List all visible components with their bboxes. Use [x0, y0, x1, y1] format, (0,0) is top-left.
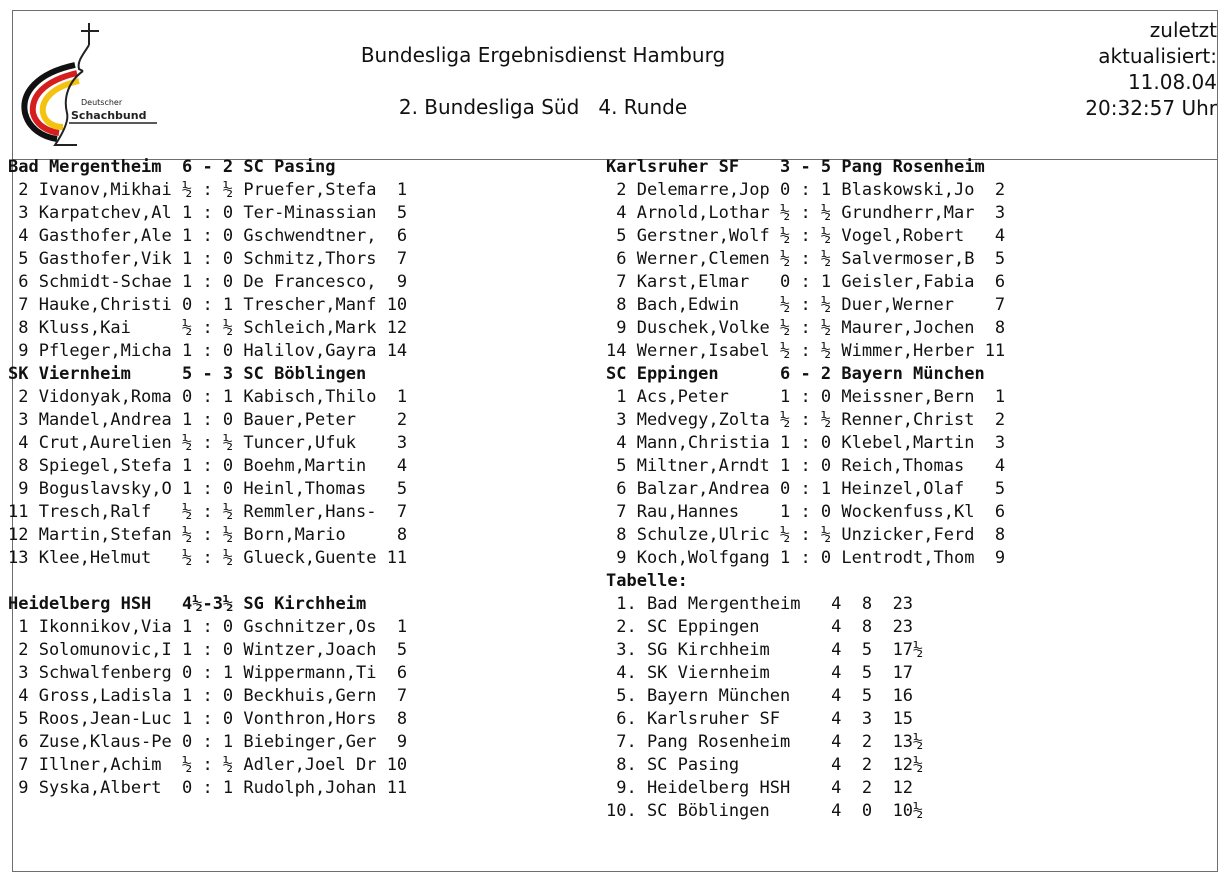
table-row: 7. Pang Rosenheim 4 2 13½ [606, 732, 924, 752]
game-row: 9 Koch,Wolfgang 1 : 0 Lentrodt,Thom 9 [606, 548, 1006, 568]
table-row: 2. SC Eppingen 4 8 23 [606, 617, 914, 637]
table-row: 1. Bad Mergentheim 4 8 23 [606, 594, 914, 614]
game-row: 9 Boguslavsky,O 1 : 0 Heinl,Thomas 5 [8, 479, 408, 499]
page-header [13, 11, 1217, 160]
game-row: 7 Hauke,Christi 0 : 1 Trescher,Manf 10 [8, 295, 408, 315]
league-name: 2. Bundesliga Süd [398, 95, 580, 119]
svg-text:Schachbund: Schachbund [71, 109, 147, 122]
game-row: 5 Miltner,Arndt 1 : 0 Reich,Thomas 4 [606, 456, 1006, 476]
match-heading: SK Viernheim 5 - 3 SC Böblingen [8, 364, 367, 384]
match-heading: Karlsruher SF 3 - 5 Pang Rosenheim [606, 157, 985, 177]
table-row: 5. Bayern München 4 5 16 [606, 686, 914, 706]
game-row: 1 Acs,Peter 1 : 0 Meissner,Bern 1 [606, 387, 1006, 407]
game-row: 8 Bach,Edwin ½ : ½ Duer,Werner 7 [606, 295, 1006, 315]
update-label: zuletzt [1149, 18, 1217, 42]
update-date: 11.08.04 [1127, 70, 1217, 94]
svg-text:Deutscher: Deutscher [81, 98, 123, 107]
game-row: 2 Delemarre,Jop 0 : 1 Blaskowski,Jo 2 [606, 180, 1006, 200]
game-row: 6 Werner,Clemen ½ : ½ Salvermoser,B 5 [606, 249, 1006, 269]
game-row: 4 Arnold,Lothar ½ : ½ Grundherr,Mar 3 [606, 203, 1006, 223]
game-row: 2 Vidonyak,Roma 0 : 1 Kabisch,Thilo 1 [8, 387, 408, 407]
game-row: 11 Tresch,Ralf ½ : ½ Remmler,Hans- 7 [8, 502, 408, 522]
game-row: 6 Balzar,Andrea 0 : 1 Heinzel,Olaf 5 [606, 479, 1006, 499]
table-row: 4. SK Viernheim 4 5 17 [606, 663, 914, 683]
league-round [313, 95, 773, 119]
table-row: 9. Heidelberg HSH 4 2 12 [606, 778, 914, 798]
dsb-logo [17, 21, 167, 153]
game-row: 5 Gerstner,Wolf ½ : ½ Vogel,Robert 4 [606, 226, 1006, 246]
table-row: 6. Karlsruher SF 4 3 15 [606, 709, 914, 729]
game-row: 7 Rau,Hannes 1 : 0 Wockenfuss,Kl 6 [606, 502, 1006, 522]
game-row: 6 Zuse,Klaus-Pe 0 : 1 Biebinger,Ger 9 [8, 732, 408, 752]
game-row: 9 Pfleger,Micha 1 : 0 Halilov,Gayra 14 [8, 341, 408, 361]
game-row: 7 Karst,Elmar 0 : 1 Geisler,Fabia 6 [606, 272, 1006, 292]
round-label: 4. Runde [598, 95, 688, 119]
game-row: 9 Duschek,Volke ½ : ½ Maurer,Jochen 8 [606, 318, 1006, 338]
results-column-right [606, 156, 1005, 823]
game-row: 8 Schulze,Ulric ½ : ½ Unzicker,Ferd 8 [606, 525, 1006, 545]
last-update [1085, 17, 1217, 121]
update-time: 20:32:57 Uhr [1085, 96, 1217, 120]
match-heading: Bad Mergentheim 6 - 2 SC Pasing [8, 157, 336, 177]
game-row: 4 Gasthofer,Ale 1 : 0 Gschwendtner, 6 [8, 226, 408, 246]
game-row: 12 Martin,Stefan ½ : ½ Born,Mario 8 [8, 525, 408, 545]
table-row: 3. SG Kirchheim 4 5 17½ [606, 640, 924, 660]
match-heading: SC Eppingen 6 - 2 Bayern München [606, 364, 985, 384]
update-label-2: aktualisiert: [1098, 44, 1217, 68]
game-row: 3 Mandel,Andrea 1 : 0 Bauer,Peter 2 [8, 410, 408, 430]
game-row: 4 Crut,Aurelien ½ : ½ Tuncer,Ufuk 3 [8, 433, 408, 453]
game-row: 9 Syska,Albert 0 : 1 Rudolph,Johan 11 [8, 778, 408, 798]
table-row: 10. SC Böblingen 4 0 10½ [606, 801, 924, 821]
game-row: 5 Gasthofer,Vik 1 : 0 Schmitz,Thors 7 [8, 249, 408, 269]
game-row: 8 Kluss,Kai ½ : ½ Schleich,Mark 12 [8, 318, 408, 338]
game-row: 4 Mann,Christia 1 : 0 Klebel,Martin 3 [606, 433, 1006, 453]
game-row: 7 Illner,Achim ½ : ½ Adler,Joel Dr 10 [8, 755, 408, 775]
game-row: 1 Ikonnikov,Via 1 : 0 Gschnitzer,Os 1 [8, 617, 408, 637]
game-row: 14 Werner,Isabel ½ : ½ Wimmer,Herber 11 [606, 341, 1006, 361]
table-row: 8. SC Pasing 4 2 12½ [606, 755, 924, 775]
game-row: 3 Medvegy,Zolta ½ : ½ Renner,Christ 2 [606, 410, 1006, 430]
table-heading: Tabelle: [606, 571, 688, 591]
game-row: 4 Gross,Ladisla 1 : 0 Beckhuis,Gern 7 [8, 686, 408, 706]
game-row: 13 Klee,Helmut ½ : ½ Glueck,Guente 11 [8, 548, 408, 568]
game-row: 8 Spiegel,Stefa 1 : 0 Boehm,Martin 4 [8, 456, 408, 476]
game-row: 3 Karpatchev,Al 1 : 0 Ter-Minassian 5 [8, 203, 408, 223]
spacer [8, 570, 407, 593]
game-row: 6 Schmidt-Schae 1 : 0 De Francesco, 9 [8, 272, 408, 292]
results-column-left [8, 156, 407, 800]
game-row: 2 Ivanov,Mikhai ½ : ½ Pruefer,Stefa 1 [8, 180, 408, 200]
page-title: Bundesliga Ergebnisdienst Hamburg [360, 43, 726, 67]
game-row: 3 Schwalfenberg 0 : 1 Wippermann,Ti 6 [8, 663, 408, 683]
game-row: 5 Roos,Jean-Luc 1 : 0 Vonthron,Hors 8 [8, 709, 408, 729]
match-heading: Heidelberg HSH 4½-3½ SG Kirchheim [8, 594, 367, 614]
game-row: 2 Solomunovic,I 1 : 0 Wintzer,Joach 5 [8, 640, 408, 660]
